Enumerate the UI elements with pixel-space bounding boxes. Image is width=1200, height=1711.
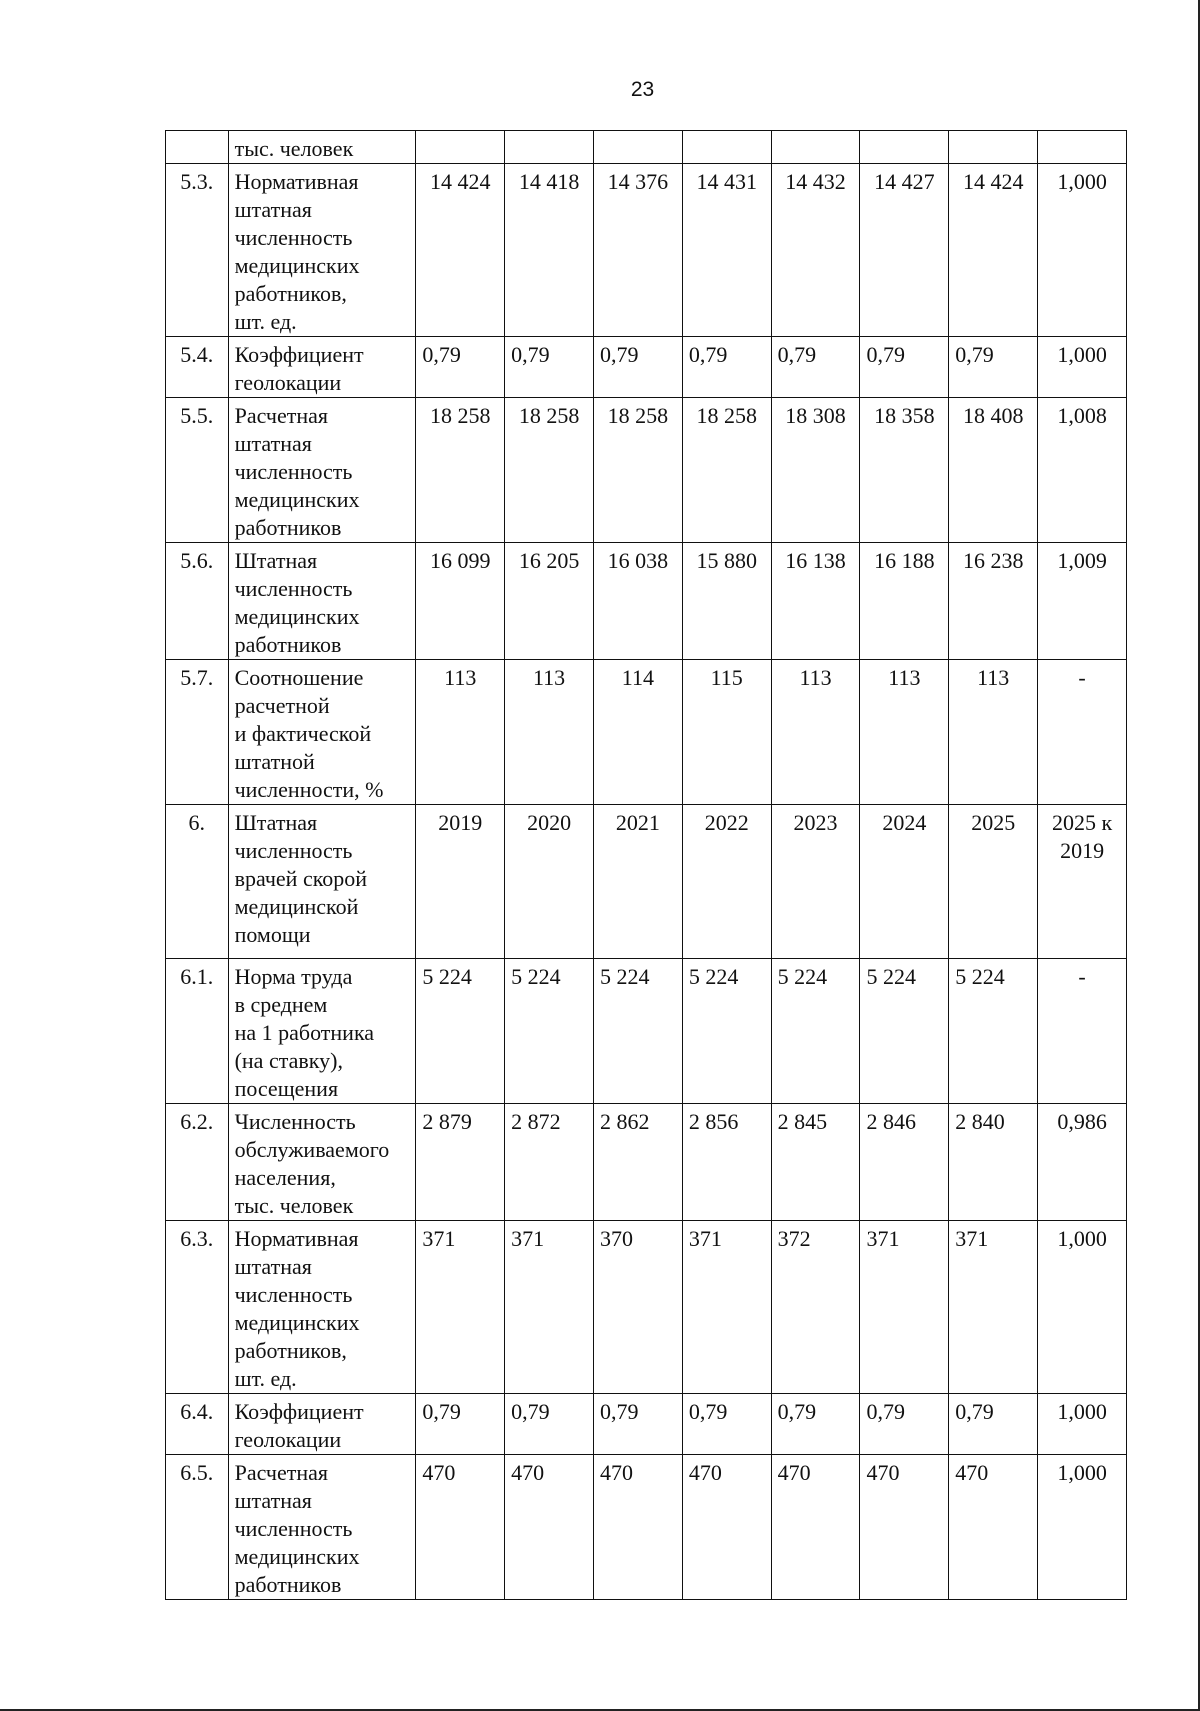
year-value-cell (771, 131, 860, 164)
year-value-cell: 2019 (416, 805, 505, 959)
year-value-cell: 2025 (949, 805, 1038, 959)
table-row (166, 1455, 1127, 1600)
row-number-cell: 6.4. (166, 1394, 229, 1455)
year-value-cell: 2 856 (682, 1104, 771, 1221)
year-value-cell: 5 224 (682, 959, 771, 1104)
row-number-cell: 6. (166, 805, 229, 959)
row-number-cell: 5.3. (166, 164, 229, 337)
year-value-cell: 113 (505, 660, 594, 805)
year-value-cell (860, 131, 949, 164)
year-value-cell: 0,79 (505, 337, 594, 398)
year-value-cell: 470 (505, 1455, 594, 1600)
year-value-cell: 14 376 (593, 164, 682, 337)
indicator-name-cell: Коэффициент геолокации (228, 337, 416, 398)
indicator-name-cell: Расчетная штатная численность медицинских работников (228, 1455, 416, 1600)
ratio-cell: 1,000 (1038, 164, 1127, 337)
ratio-cell: - (1038, 959, 1127, 1104)
year-value-cell: 370 (593, 1221, 682, 1394)
year-value-cell: 0,79 (860, 337, 949, 398)
year-value-cell: 16 188 (860, 543, 949, 660)
ratio-cell: 1,009 (1038, 543, 1127, 660)
ratio-cell (1038, 131, 1127, 164)
year-value-cell: 371 (505, 1221, 594, 1394)
table-body (166, 131, 1127, 1600)
year-value-cell: 0,79 (771, 1394, 860, 1455)
year-value-cell: 16 099 (416, 543, 505, 660)
year-value-cell: 371 (860, 1221, 949, 1394)
ratio-cell: 1,000 (1038, 337, 1127, 398)
year-value-cell: 470 (860, 1455, 949, 1600)
year-value-cell: 0,79 (593, 1394, 682, 1455)
indicator-name-cell: Штатная численность врачей скорой медицинской помощи (228, 805, 416, 959)
table-row (166, 959, 1127, 1104)
year-value-cell: 5 224 (860, 959, 949, 1104)
ratio-cell: 1,000 (1038, 1221, 1127, 1394)
year-value-cell: 114 (593, 660, 682, 805)
year-value-cell: 0,79 (682, 1394, 771, 1455)
table-row (166, 805, 1127, 959)
indicator-name-cell: тыс. человек (228, 131, 416, 164)
year-value-cell: 0,79 (416, 337, 505, 398)
table-row (166, 398, 1127, 543)
year-value-cell: 16 205 (505, 543, 594, 660)
table-row (166, 543, 1127, 660)
table-row (166, 660, 1127, 805)
year-value-cell: 18 408 (949, 398, 1038, 543)
year-value-cell: 5 224 (416, 959, 505, 1104)
year-value-cell: 16 138 (771, 543, 860, 660)
year-value-cell: 18 308 (771, 398, 860, 543)
row-number-cell: 6.3. (166, 1221, 229, 1394)
year-value-cell: 5 224 (593, 959, 682, 1104)
year-value-cell: 371 (682, 1221, 771, 1394)
year-value-cell (505, 131, 594, 164)
year-value-cell: 371 (949, 1221, 1038, 1394)
year-value-cell: 2 846 (860, 1104, 949, 1221)
year-value-cell: 14 432 (771, 164, 860, 337)
year-value-cell: 18 258 (593, 398, 682, 543)
indicator-name-cell: Норма труда в среднем на 1 работника (на ставку), посещения (228, 959, 416, 1104)
year-value-cell: 5 224 (771, 959, 860, 1104)
year-value-cell (416, 131, 505, 164)
indicator-name-cell: Расчетная штатная численность медицинских работников (228, 398, 416, 543)
year-value-cell: 2023 (771, 805, 860, 959)
year-value-cell: 113 (771, 660, 860, 805)
year-value-cell: 0,79 (416, 1394, 505, 1455)
year-value-cell: 470 (682, 1455, 771, 1600)
ratio-cell: - (1038, 660, 1127, 805)
indicator-name-cell: Соотношение расчетной и фактической штатной численности, % (228, 660, 416, 805)
year-value-cell: 14 418 (505, 164, 594, 337)
row-number-cell: 6.1. (166, 959, 229, 1104)
year-value-cell (593, 131, 682, 164)
year-value-cell: 2 840 (949, 1104, 1038, 1221)
year-value-cell: 2022 (682, 805, 771, 959)
table-row (166, 1104, 1127, 1221)
year-value-cell: 2 862 (593, 1104, 682, 1221)
table-row (166, 131, 1127, 164)
ratio-cell: 1,000 (1038, 1394, 1127, 1455)
year-value-cell: 113 (949, 660, 1038, 805)
year-value-cell: 18 258 (682, 398, 771, 543)
table-row (166, 164, 1127, 337)
year-value-cell (949, 131, 1038, 164)
year-value-cell: 2 845 (771, 1104, 860, 1221)
indicator-name-cell: Нормативная штатная численность медицинских работников, шт. ед. (228, 1221, 416, 1394)
table-row (166, 337, 1127, 398)
year-value-cell: 115 (682, 660, 771, 805)
year-value-cell: 470 (416, 1455, 505, 1600)
row-number-cell: 6.2. (166, 1104, 229, 1221)
year-value-cell (682, 131, 771, 164)
year-value-cell: 0,79 (505, 1394, 594, 1455)
year-value-cell: 18 258 (416, 398, 505, 543)
table-row (166, 1394, 1127, 1455)
row-number-cell (166, 131, 229, 164)
year-value-cell: 14 427 (860, 164, 949, 337)
indicator-name-cell: Численность обслуживаемого населения, тыс. человек (228, 1104, 416, 1221)
row-number-cell: 5.6. (166, 543, 229, 660)
year-value-cell: 372 (771, 1221, 860, 1394)
year-value-cell: 113 (860, 660, 949, 805)
year-value-cell: 16 038 (593, 543, 682, 660)
year-value-cell: 0,79 (949, 1394, 1038, 1455)
indicator-name-cell: Коэффициент геолокации (228, 1394, 416, 1455)
year-value-cell: 0,79 (860, 1394, 949, 1455)
table-row (166, 1221, 1127, 1394)
year-value-cell: 2 879 (416, 1104, 505, 1221)
year-value-cell: 113 (416, 660, 505, 805)
year-value-cell: 470 (771, 1455, 860, 1600)
ratio-cell: 1,008 (1038, 398, 1127, 543)
year-value-cell: 18 358 (860, 398, 949, 543)
year-value-cell: 0,79 (771, 337, 860, 398)
year-value-cell: 2020 (505, 805, 594, 959)
year-value-cell: 0,79 (593, 337, 682, 398)
row-number-cell: 5.4. (166, 337, 229, 398)
staffing-table (165, 130, 1127, 1600)
page-number: 23 (630, 78, 655, 101)
year-value-cell: 470 (949, 1455, 1038, 1600)
ratio-cell: 0,986 (1038, 1104, 1127, 1221)
indicator-name-cell: Нормативная штатная численность медицинских работников, шт. ед. (228, 164, 416, 337)
year-value-cell: 371 (416, 1221, 505, 1394)
year-value-cell: 0,79 (682, 337, 771, 398)
year-value-cell: 18 258 (505, 398, 594, 543)
year-value-cell: 14 424 (949, 164, 1038, 337)
year-value-cell: 5 224 (505, 959, 594, 1104)
indicator-name-cell: Штатная численность медицинских работников (228, 543, 416, 660)
year-value-cell: 2 872 (505, 1104, 594, 1221)
year-value-cell: 14 431 (682, 164, 771, 337)
year-value-cell: 470 (593, 1455, 682, 1600)
ratio-cell: 2025 к 2019 (1038, 805, 1127, 959)
year-value-cell: 2024 (860, 805, 949, 959)
year-value-cell: 0,79 (949, 337, 1038, 398)
row-number-cell: 5.7. (166, 660, 229, 805)
year-value-cell: 15 880 (682, 543, 771, 660)
ratio-cell: 1,000 (1038, 1455, 1127, 1600)
year-value-cell: 14 424 (416, 164, 505, 337)
year-value-cell: 5 224 (949, 959, 1038, 1104)
row-number-cell: 5.5. (166, 398, 229, 543)
row-number-cell: 6.5. (166, 1455, 229, 1600)
year-value-cell: 16 238 (949, 543, 1038, 660)
year-value-cell: 2021 (593, 805, 682, 959)
